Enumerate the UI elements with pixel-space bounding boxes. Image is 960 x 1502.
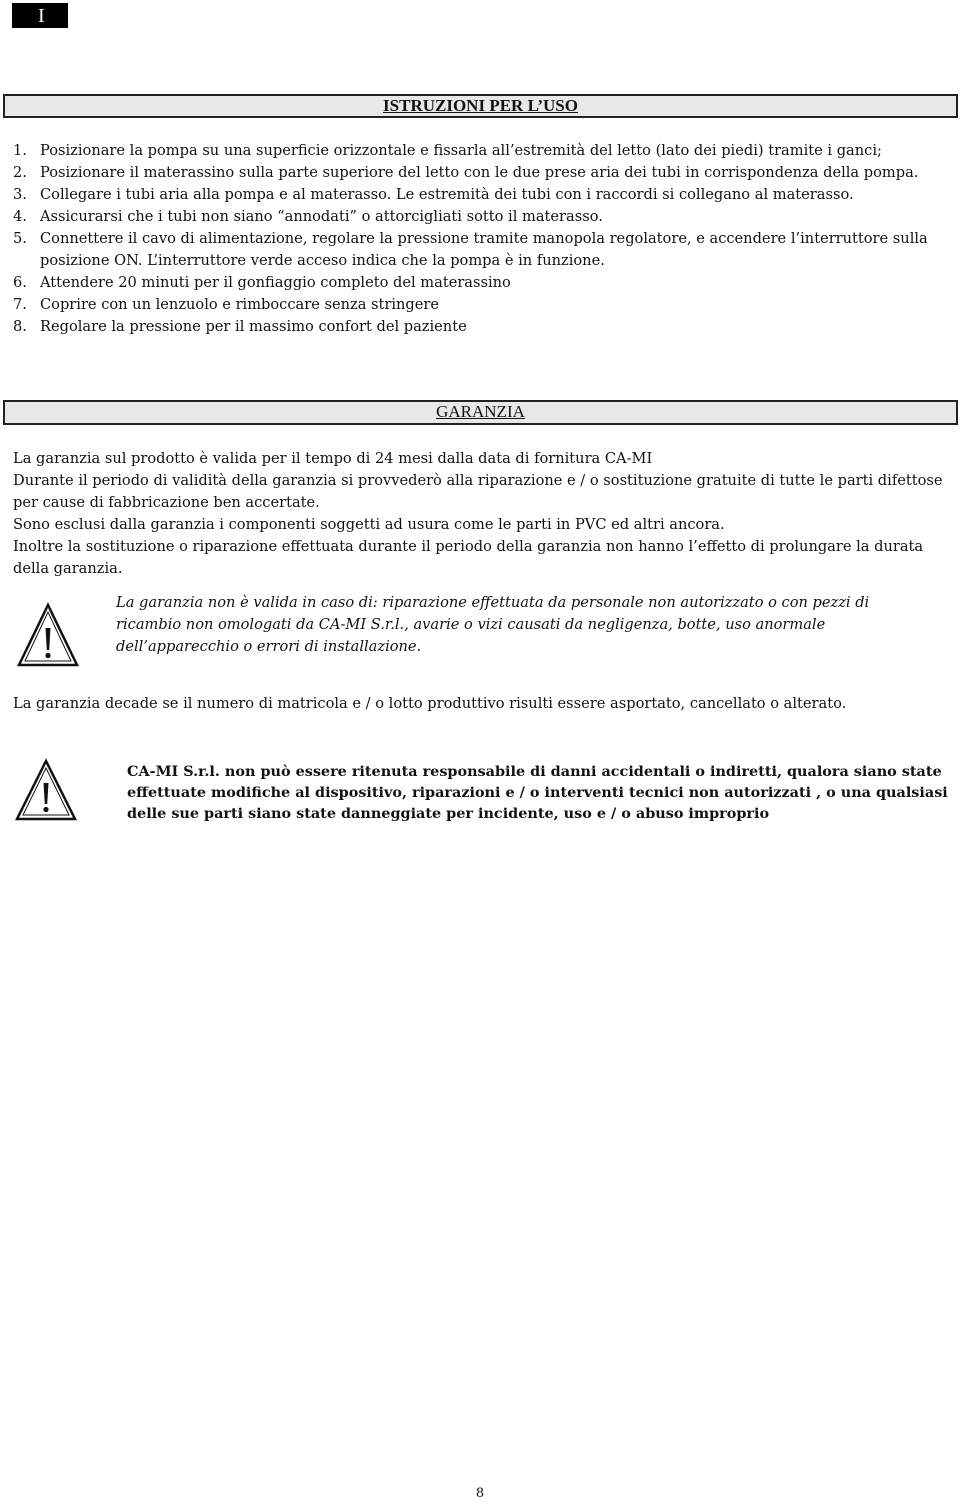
warranty-paragraph: Sono esclusi dalla garanzia i componenti soggetti ad usura come le parti in PVC ed altri ancora. bbox=[13, 516, 725, 533]
language-tab: I bbox=[12, 3, 68, 28]
list-item-text: Regolare la pressione per il massimo confort del paziente bbox=[40, 318, 467, 335]
list-item-text: Collegare i tubi aria alla pompa e al materasso. Le estremità dei tubi con i raccordi si collegano al materasso. bbox=[40, 186, 854, 203]
list-item bbox=[13, 206, 948, 228]
warranty-header bbox=[3, 400, 958, 425]
instructions-header bbox=[3, 94, 958, 118]
list-item bbox=[13, 162, 948, 184]
warranty-paragraph: La garanzia sul prodotto è valida per il tempo di 24 mesi dalla data di fornitura CA-MI bbox=[13, 450, 653, 467]
list-item-number: 5. bbox=[13, 230, 27, 247]
list-item-number: 1. bbox=[13, 142, 27, 159]
list-item bbox=[13, 228, 948, 272]
list-item-text: Assicurarsi che i tubi non siano “annodati” o attorcigliati sotto il materasso. bbox=[40, 208, 603, 225]
list-item-number: 6. bbox=[13, 274, 27, 291]
warranty-title: GARANZIA bbox=[436, 402, 525, 421]
list-item-text: Posizionare il materassino sulla parte superiore del letto con le due prese aria dei tubi in corrispondenza della pompa. bbox=[40, 164, 919, 181]
list-item-text: Coprire con un lenzuolo e rimboccare senza stringere bbox=[40, 296, 440, 313]
warranty-decay-notice: La garanzia decade se il numero di matricola e / o lotto produttivo risulti essere asportato, cancellato o alterato. bbox=[13, 695, 847, 712]
warranty-exclusions: La garanzia non è valida in caso di: riparazione effettuata da personale non autorizzato o con pezzi di ricambio non omologati da CA-MI S.r.l., avarie o vizi causati da negligenza, botte, uso anormale dell’apparecchio o errori di installazione. bbox=[116, 594, 870, 655]
list-item-text: Attendere 20 minuti per il gonfiaggio completo del materassino bbox=[40, 274, 511, 291]
list-item-number: 2. bbox=[13, 164, 27, 181]
list-item bbox=[13, 272, 948, 294]
warranty-paragraph: Durante il periodo di validità della garanzia si provvederò alla riparazione e / o sostituzione gratuite di tutte le parti difettose per cause di fabbricazione ben accertate. bbox=[13, 472, 943, 511]
list-item-text: Posizionare la pompa su una superficie orizzontale e fissarla all’estremità del letto (lato dei piedi) tramite i ganci; bbox=[40, 142, 882, 159]
warranty-paragraphs bbox=[13, 448, 948, 580]
list-item bbox=[13, 316, 948, 338]
list-item-number: 8. bbox=[13, 318, 27, 335]
page-number: 8 bbox=[475, 1486, 485, 1501]
list-item-number: 4. bbox=[13, 208, 27, 225]
list-item-number: 3. bbox=[13, 186, 27, 203]
instructions-list bbox=[13, 140, 948, 338]
list-item-text: Connettere il cavo di alimentazione, regolare la pressione tramite manopola regolatore, e accendere l’interruttore sulla posizione ON. L’interruttore verde acceso indica che la pompa è in funzione. bbox=[40, 230, 928, 269]
warning-triangle-icon bbox=[16, 602, 80, 668]
warranty-paragraph: Inoltre la sostituzione o riparazione effettuata durante il periodo della garanzia non hanno l’effetto di prolungare la durata della garanzia. bbox=[13, 538, 924, 577]
warning-triangle-icon bbox=[14, 758, 78, 822]
instructions-title: ISTRUZIONI PER L’USO bbox=[383, 96, 578, 115]
list-item bbox=[13, 140, 948, 162]
list-item bbox=[13, 294, 948, 316]
list-item-number: 7. bbox=[13, 296, 27, 313]
list-item bbox=[13, 184, 948, 206]
liability-notice: CA-MI S.r.l. non può essere ritenuta responsabile di danni accidentali o indiretti, qualora siano state effettuate modifiche al dispositivo, riparazioni e / o interventi tecnici non autorizzati , o una qualsiasi delle sue parti siano state danneggiate per incidente, uso e / o abuso improprio bbox=[127, 763, 948, 822]
